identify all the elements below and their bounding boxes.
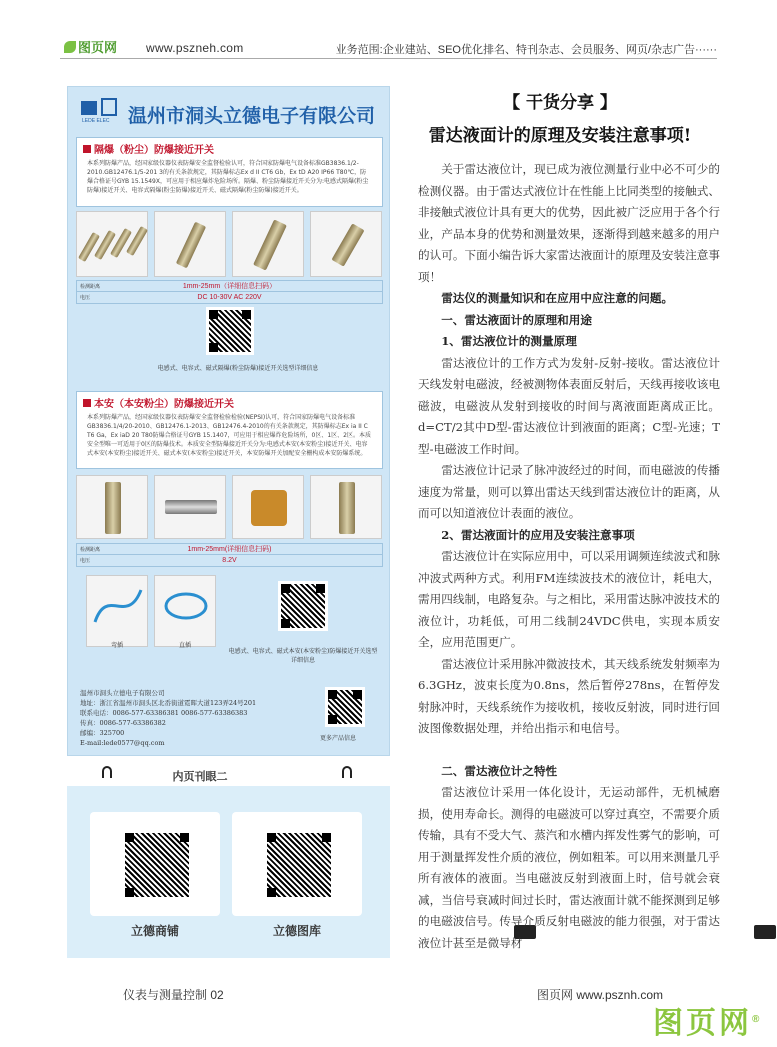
product-photo-row	[76, 475, 382, 539]
contact-info	[80, 688, 256, 748]
more-info-label: 更多产品信息	[320, 735, 357, 742]
watermark-logo	[653, 998, 762, 1042]
contact-line: 温州市洞头立德电子有限公司	[80, 689, 165, 697]
qr-code[interactable]	[325, 687, 365, 727]
spec-voltage-row	[77, 555, 382, 566]
contact-line: 邮编：325700	[80, 729, 125, 737]
cable-label: 直插	[178, 642, 191, 649]
sensor-image	[253, 219, 287, 270]
sensor-image	[165, 500, 217, 514]
product-photo	[310, 475, 382, 539]
company-ad	[67, 86, 390, 756]
spec-label: 检测距离	[80, 546, 101, 553]
article-body	[418, 159, 720, 954]
product-photo	[76, 211, 148, 277]
section-title	[77, 138, 382, 159]
product-photo	[232, 475, 304, 539]
article-tag: 【 干货分享 】	[503, 93, 617, 113]
qr-label-gallery: 立德图库	[272, 924, 321, 938]
cable-image	[87, 576, 149, 636]
spec-value: DC 10-30V AC 220V	[197, 294, 262, 301]
product-photo	[310, 211, 382, 277]
section-heading: 一、雷达液面计的原理和用途	[441, 312, 592, 327]
site-logo[interactable]	[64, 37, 117, 56]
product-photo	[232, 211, 304, 277]
paragraph: 关于雷达液位计，现已成为液位测量行业中必不可少的检测仪器。由于雷达式液位计在性能上比同类型的接触式、非接触式液位计具有更大的优势，因此被广泛应用于各个行业，产品本身的优势和测量效果，逐渐得到越来越多的用户的认可。下面小编告诉大家雷达液面计的原理及安装注意事项！	[418, 162, 720, 284]
subheading: 雷达仪的测量知识和在应用中应注意的问题。	[441, 291, 674, 305]
paragraph: 雷达液位计的工作方式为发射-反射-接收。雷达液位计天线发射电磁波，经被测物体表面反射后，天线再接收该电磁波，电磁波从发射到接收的时间与离液面距离成正比。d=CT/2其中D型-雷达液位计到液面的距离；C型-光速；T型-电磁波工作时间。	[418, 355, 720, 456]
qr-label-shop: 立德商铺	[130, 924, 179, 938]
spec-range-row	[77, 281, 382, 292]
cable-photo	[86, 575, 148, 647]
contact-line: 传真：0086-577-63386382	[80, 719, 166, 727]
qr-code[interactable]	[206, 307, 254, 355]
article-heading	[400, 88, 720, 146]
inner-page-label: 内页刊眼二	[172, 771, 228, 783]
article-title: 雷达液面计的原理及安装注意事项!	[428, 126, 692, 146]
qr-caption: 电感式、电容式、磁式隔爆(粉尘防爆)接近开关选型详细信息	[157, 365, 319, 372]
page-header	[0, 0, 777, 62]
qr-code[interactable]	[122, 830, 192, 900]
section-description: 本系列防爆产品，经国家级仪器仪表防爆安全监督检验检验(NEPSI)认可，符合国家防爆电气设备标准GB3836.1/4/20-2010、GB12476.1-2013、GB12476.4-2010的有关条款规定，其防爆标志Ex ia II C T6 Ga，Ex iaD 20 T80防爆合格证号GYB 15.1407，可应用于相应爆炸危险场所，0区、1区、2区。本质安全型唯一可适用于0区的防爆技术。本质安全型防爆接近开关分为:电感式本安(本安粉尘)接近开关、电容式本安(本安粉尘)接近开关、磁式本安(本安粉尘)接近开关，本安防爆开关加配安全栅构成本安防爆系统。	[87, 414, 371, 457]
subheading: 1、雷达液位计的测量原理	[441, 334, 577, 348]
qr-card[interactable]	[90, 812, 220, 916]
square-icon	[83, 145, 91, 153]
qr-card[interactable]	[232, 812, 362, 916]
watermark-text: 图页网	[653, 1007, 752, 1040]
cable-photo	[154, 575, 216, 647]
spec-voltage-row	[77, 292, 382, 303]
spec-range-row	[77, 544, 382, 555]
qr-caption: 电感式、电容式、磁式本安(本安粉尘)防爆接近开关选型详细信息	[228, 648, 378, 664]
section-title-text: 隔爆（粉尘）防爆接近开关	[94, 145, 214, 156]
section-title	[77, 392, 382, 413]
section-title-text: 本安（本安粉尘）防爆接近开关	[94, 399, 234, 410]
spec-value: 8.2V	[222, 557, 237, 564]
contact-line: 地址：浙江省温州市洞头区北岙街道霓晖大道123弄24号201	[80, 699, 257, 707]
qr-code[interactable]	[278, 581, 328, 631]
company-logo-icon	[80, 97, 118, 123]
header-divider	[60, 58, 717, 59]
section-heading: 二、雷达液位计之特性	[441, 763, 558, 778]
spec-table-1	[76, 280, 383, 304]
product-photo	[154, 211, 226, 277]
spec-table-2	[76, 543, 383, 567]
business-scope: 业务范围:企业建站、SEO优化排名、特刊杂志、会员服务、网页/杂志广告······	[335, 44, 717, 56]
sensor-image	[176, 222, 206, 269]
contact-line: E-mail:lede0577@qq.com	[80, 739, 165, 747]
paragraph: 雷达液位计记录了脉冲波经过的时间，而电磁波的传播速度为常量，则可以算出雷达天线到雷达液位计的距离，从而可以知道液位计表面的液位。	[418, 463, 720, 520]
product-photo-row	[76, 211, 382, 277]
qr-code[interactable]	[264, 830, 334, 900]
sensor-image	[331, 223, 364, 266]
spec-value: 1mm-25mm（详细信息扫码）	[182, 283, 277, 290]
contact-line: 联系电话：0086-577-63386381 0086-577-63386383	[80, 709, 248, 717]
paragraph: 雷达液位计采用一体化设计，无运动部件，无机械磨损，使用寿命长。测得的电磁波可以穿过真空，不需要介质传输，具有不受大气、蒸汽和水槽内挥发性雾气的影响，可用于测量挥发性介质的液位，例如粗苯。可以用来测量几乎所有液体的液面。当电磁波反射到液面上时，信号就会衰减，当信号衰减时间过长时，雷达液面计就不能探测到足够的电磁波信号。传导介质反射电磁波的能力很强，对于雷达液位计甚至是微导材	[418, 785, 720, 950]
square-icon	[83, 399, 91, 407]
logo-text: 图页网	[78, 40, 118, 55]
cable-image	[155, 576, 217, 636]
sensor-image	[105, 482, 121, 534]
footer-journal: 仪表与测量控制 02	[123, 988, 224, 1002]
ad-section-intrinsic-safe	[76, 391, 383, 469]
spec-label: 电压	[80, 558, 91, 564]
sensor-image	[251, 490, 287, 526]
section-description: 本系列防爆产品，经国家级仪器仪表防爆安全监督检验认可，符合国家防爆电气设备标准GB3836.1/2-2010.GB12476.1/5-201 3的有关条款规定，其防爆标志Ex d II CT6 Gb，Ex tD A20 IP66 T80℃，防爆合格证号GYB 15.1549X，可应用于相应爆炸危险场所。隔爆、粉尘防爆接近开关分为:电感式隔爆(粉尘防爆)接近开关、电容式隔爆(粉尘防爆)接近开关、磁式隔爆(粉尘防爆)接近开关。	[87, 160, 369, 194]
footer-site[interactable]: 图页网 www.psznh.com	[537, 988, 664, 1002]
ad-section-explosion-proof	[76, 137, 383, 207]
sensor-image	[339, 482, 355, 534]
paragraph: 雷达液位计在实际应用中，可以采用调频连续波式和脉冲波式两种方式。利用FM连续波技术的液位计，耗电大，需用四线制，电路复杂。与之相比，采用雷达脉冲波技术的液位计，功耗低，可用二线制24VDC供电，实现本质安全，应用范围更广。	[418, 549, 720, 649]
paragraph: 雷达液位计采用脉冲微波技术，其天线系统发射频率为6.3GHz，波束长度为0.8ns，然后暂停278ns，在暂停发射脉冲时，天线系统作为接收机，接收反射波，同时进行回波图像数据处理，并给出指示和电信号。	[418, 656, 720, 735]
product-photo	[76, 475, 148, 539]
leaf-icon	[64, 41, 76, 53]
site-url[interactable]: www.pszneh.com	[146, 41, 244, 55]
logo-caption: LEDE ELEC	[82, 118, 110, 123]
product-photo	[154, 475, 226, 539]
company-name: 温州市洞头立德电子有限公司	[128, 105, 376, 127]
cable-label: 弯插	[110, 642, 123, 649]
subheading: 2、雷达液面计的应用及安装注意事项	[441, 527, 635, 542]
spec-label: 检测距离	[80, 283, 101, 290]
registered-mark: ®	[752, 1014, 763, 1025]
spec-value: 1mm-25mm(详细信息扫码)	[187, 546, 272, 553]
spec-label: 电压	[80, 295, 91, 301]
